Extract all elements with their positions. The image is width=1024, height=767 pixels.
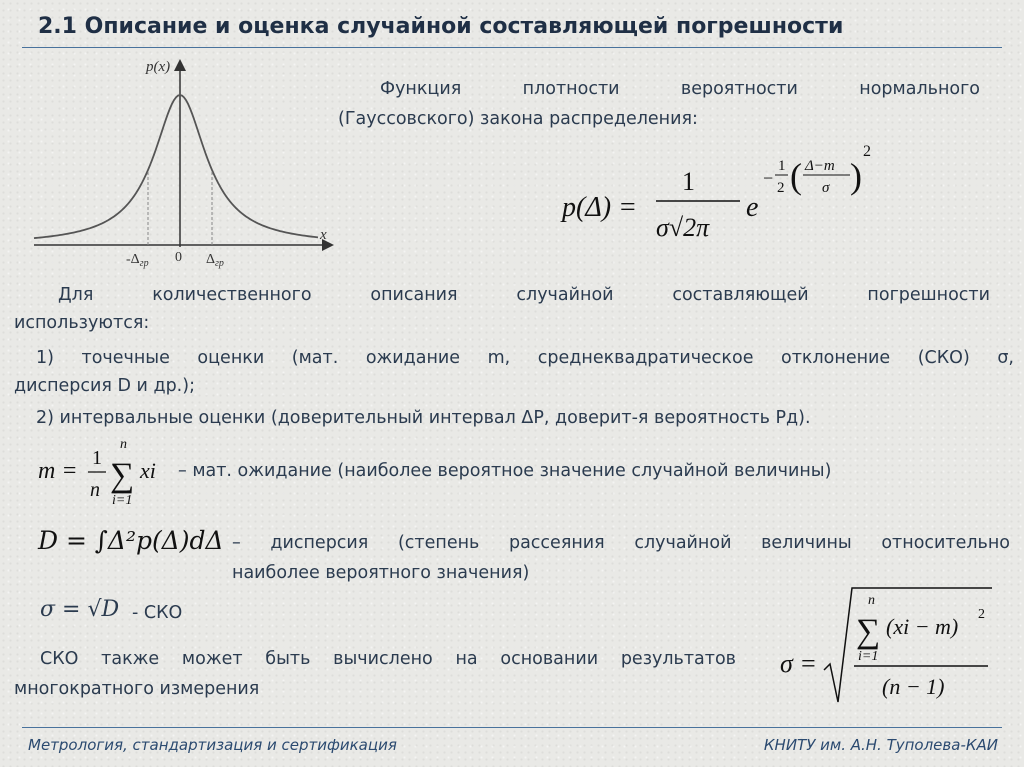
x-axis-label: x [320,227,327,243]
tick-zero: 0 [175,250,182,265]
gaussian-formula [560,132,880,252]
sko2-denominator: (n − 1) [882,674,945,699]
dispersion-description-line2: наиболее вероятного значения) [232,563,530,583]
mean-denominator: n [90,479,100,501]
gaussian-denominator: σ√2π [656,213,710,242]
gaussian-exp-paren-left: ( [790,156,802,196]
mean-formula [36,434,176,510]
sko2-lhs: σ = [780,649,817,678]
gaussian-lhs: p(Δ) = [562,192,637,223]
gaussian-exp-paren-right: ) [850,156,862,196]
sko-note-line2: многократного измерения [14,679,260,699]
normal-distribution-graph [28,55,338,275]
mean-term: xi [140,458,156,483]
gaussian-exp-num: Δ−m [805,158,835,174]
sko2-numerator-power: 2 [978,607,985,622]
item2: 2) интервальные оценки (доверительный интервал ΔР, доверит-я вероятность Pд). [36,408,811,428]
gaussian-exp-half-den: 2 [777,180,785,196]
gaussian-exp-den: σ [822,180,830,196]
sko2-numerator-term: (xi − m) [886,614,959,639]
tick-minus-delta: $-\Delta_{гр}$ [126,252,149,269]
mean-lhs: m = [38,458,78,484]
density-description-line1: Функция плотности вероятности нормального [380,79,980,99]
slide-title: 2.1 Описание и оценка случайной составляющей погрешности [38,14,844,39]
intro-line2: используются: [14,313,150,333]
dispersion-description-line1: – дисперсия (степень рассеяния случайной величины относительно [232,533,1010,553]
mean-sum-sign: ∑ [110,457,135,494]
gaussian-numerator: 1 [682,167,695,196]
gaussian-exp-half-num: 1 [778,158,786,174]
sko-sample-formula [778,584,1000,708]
footer-divider [22,727,1002,728]
intro-line1: Для количественного описания случайной составляющей погрешности [58,285,990,305]
mean-description: – мат. ожидание (наиболее вероятное значение случайной величины) [178,461,832,481]
mean-sum-bottom: i=1 [112,493,133,508]
footer-course: Метрология, стандартизация и сертификация [28,736,397,754]
tick-plus-delta: $\Delta_{гр}$ [206,252,224,269]
footer-university: КНИТУ им. А.Н. Туполева-КАИ [763,736,998,754]
sko2-sum-top: n [868,593,875,608]
item1-line1: 1) точечные оценки (мат. ожидание m, среднеквадратическое отклонение (СКО) σ, [36,348,1014,368]
mean-sum-top: n [120,437,127,452]
title-divider [22,47,1002,48]
dispersion-formula: D = ∫Δ²p(Δ)dΔ [38,526,224,555]
sko2-sum-sign: ∑ [856,613,881,650]
density-description-line2: (Гауссовского) закона распределения: [338,109,698,129]
density-curve [34,95,318,238]
mean-numerator: 1 [92,447,102,469]
sko-label: - СКО [132,603,183,623]
gaussian-exp-power: 2 [863,143,871,160]
sko-note-line1: СКО также может быть вычислено на основании результатов [40,649,736,669]
sko2-sum-bottom: i=1 [858,649,879,664]
item1-line2: дисперсия D и др.); [14,376,195,396]
gaussian-exp-base: e [746,192,759,223]
y-axis-label: p(x) [146,59,171,75]
sko-formula: σ = √D [40,597,120,622]
gaussian-exp-sign: − [763,168,774,188]
